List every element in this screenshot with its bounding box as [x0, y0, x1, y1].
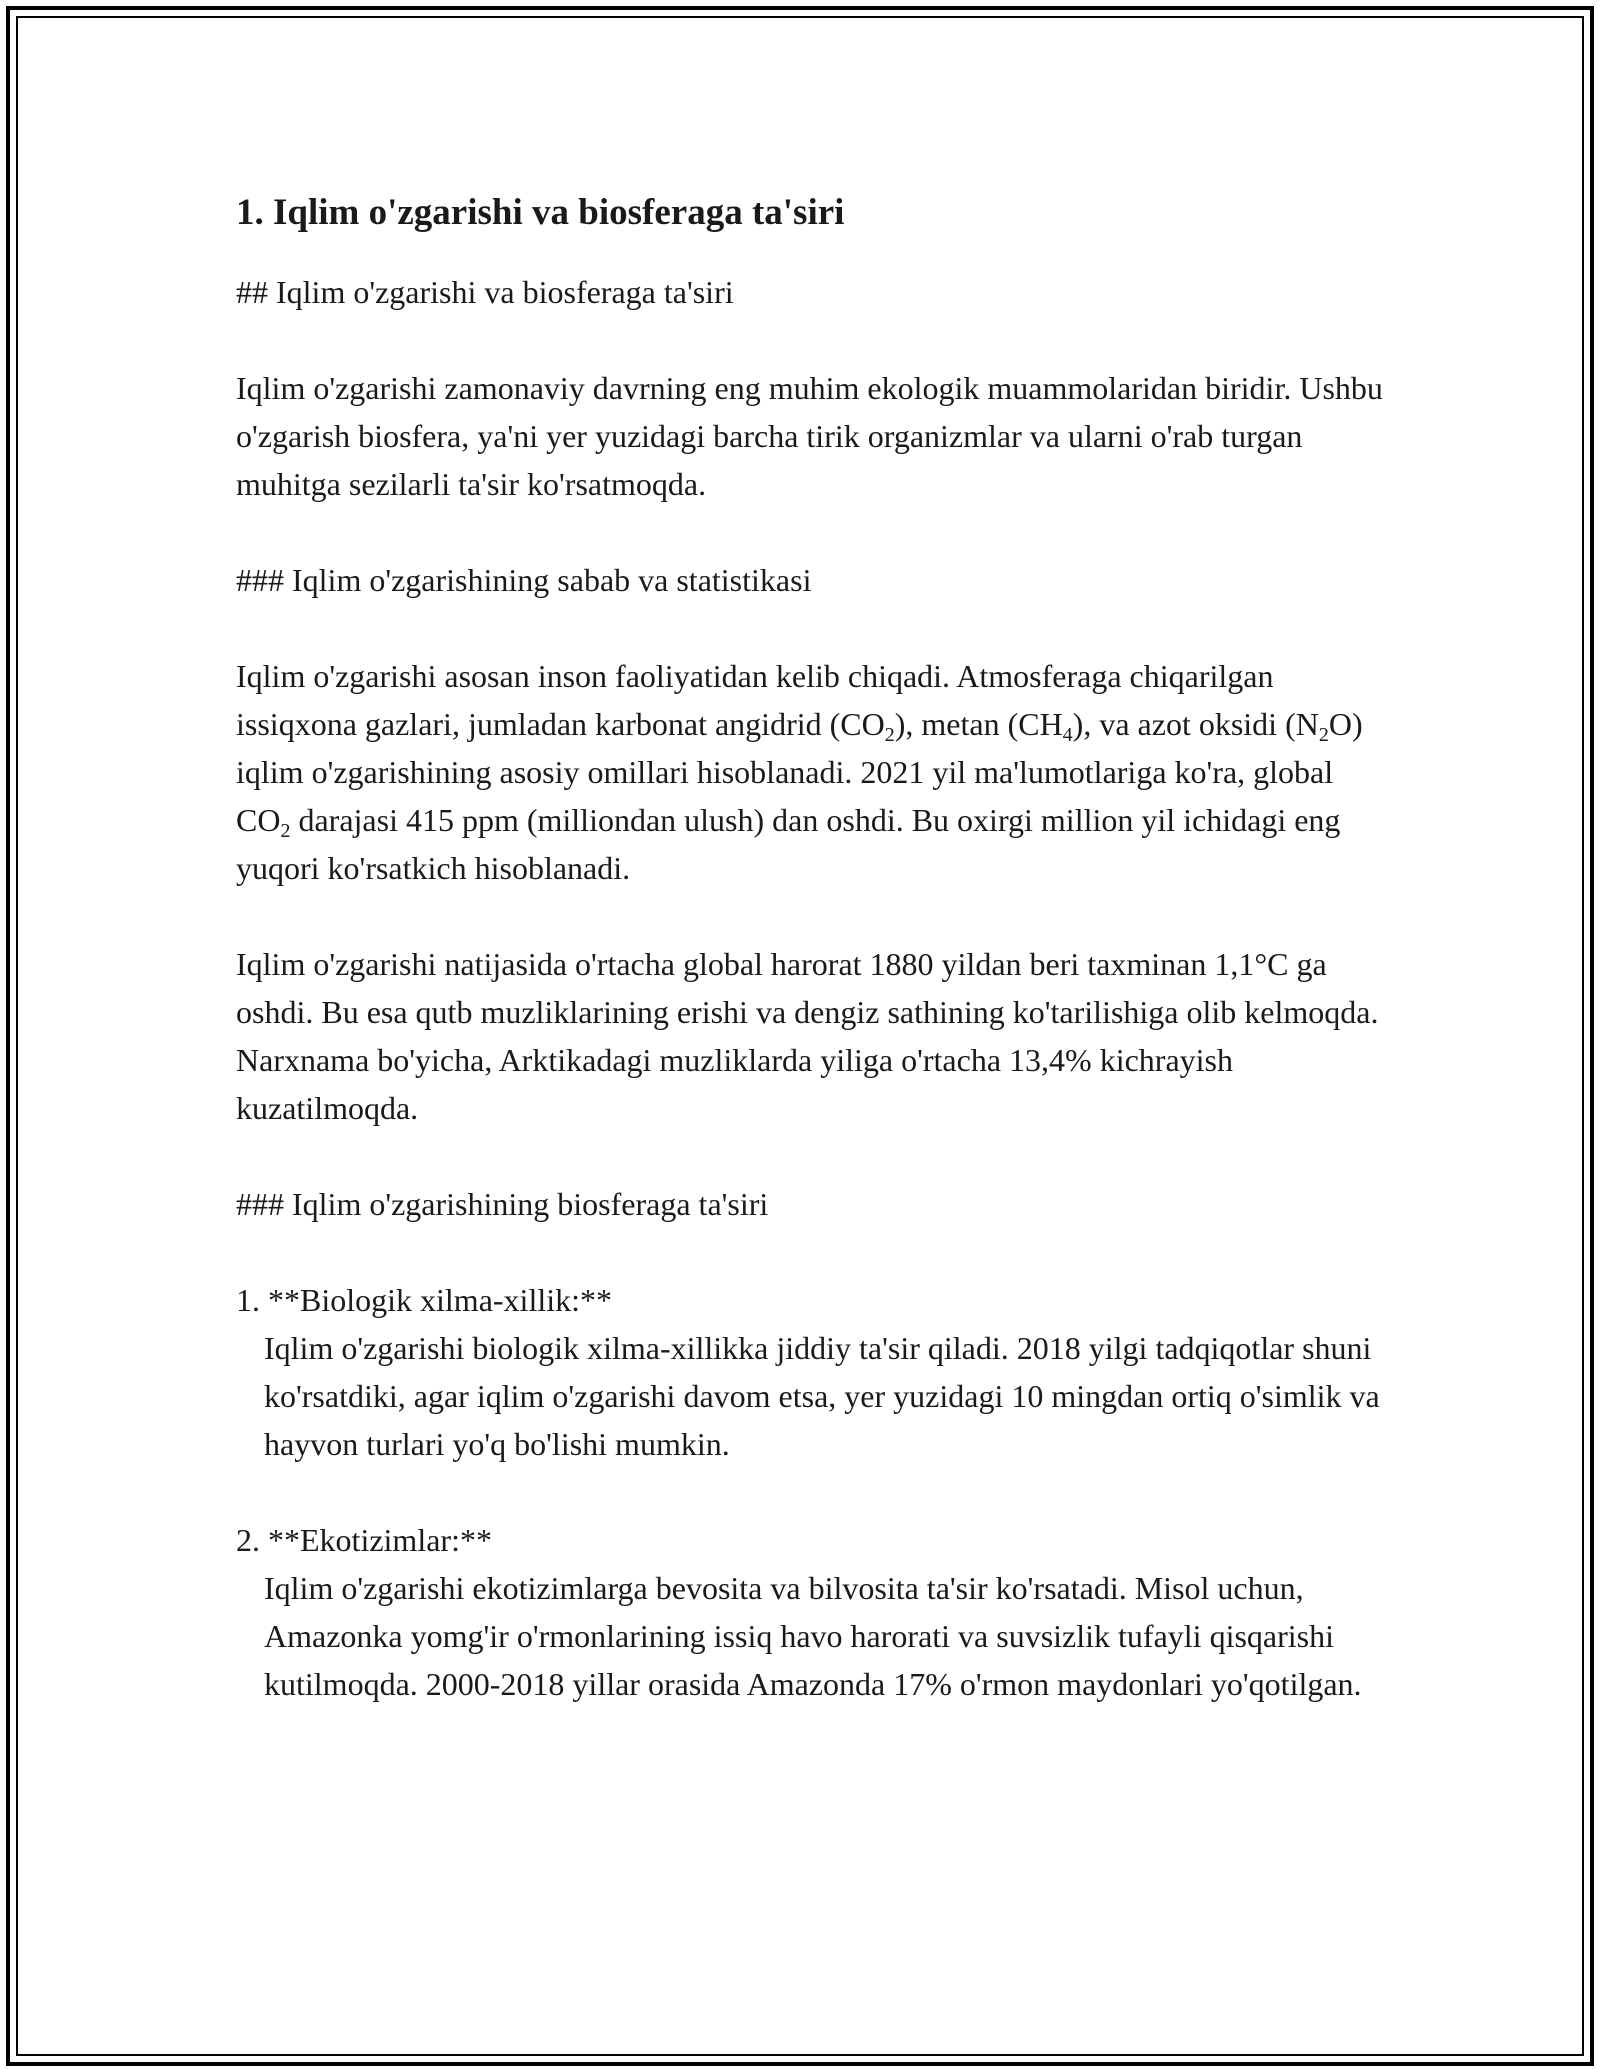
n2o-subscript: 2: [1318, 724, 1329, 746]
causes-text-1: Iqlim o'zgarishi asosan inson faoliyatidan kelib chiqadi. Atmosferaga chiqarilgan issiqxona gazlari, jumladan karbonat angidrid (CO: [236, 658, 1274, 742]
list-item-2-heading: 2. **Ekotizimlar:**: [236, 1522, 492, 1558]
co2-subscript-2: 2: [280, 820, 291, 842]
impact-heading: ### Iqlim o'zgarishining biosferaga ta'siri: [236, 1186, 769, 1222]
list-item-1-heading: 1. **Biologik xilma-xillik:**: [236, 1282, 612, 1318]
list-item-1-body: Iqlim o'zgarishi biologik xilma-xillikka jiddiy ta'sir qiladi. 2018 yilgi tadqiqotlar shuni ko'rsatdiki, agar iqlim o'zgarishi davom etsa, yer yuzidagi 10 mingdan ortiq o'simlik va hayvon turlari yo'q bo'lishi mumkin.: [264, 1330, 1380, 1462]
intro-paragraph: Iqlim o'zgarishi zamonaviy davrning eng muhim ekologik muammolaridan biridir. Ushbu o'zgarish biosfera, ya'ni yer yuzidagi barcha tirik organizmlar va ularni o'rab turgan muhitga sezilarli ta'sir ko'rsatmoqda.: [236, 370, 1383, 502]
document-body: [236, 186, 1386, 1708]
causes-text-2: ), metan (CH: [894, 706, 1063, 742]
causes-text-3: ), va azot oksidi (N: [1072, 706, 1319, 742]
causes-heading: ### Iqlim o'zgarishining sabab va statistikasi: [236, 562, 812, 598]
list-item-2-body: Iqlim o'zgarishi ekotizimlarga bevosita va bilvosita ta'sir ko'rsatadi. Misol uchun, Amazonka yomg'ir o'rmonlarining issiq havo harorati va suvsizlik tufayli qisqarishi kutilmoqda. 2000-2018 yillar orasida Amazonda 17% o'rmon maydonlari yo'qotilgan.: [264, 1570, 1362, 1702]
ch4-subscript: 4: [1062, 724, 1073, 746]
temperature-paragraph: Iqlim o'zgarishi natijasida o'rtacha global harorat 1880 yildan beri taxminan 1,1°C ga oshdi. Bu esa qutb muzliklarining erishi va dengiz sathining ko'tarilishiga olib kelmoqda. Narxnama bo'yicha, Arktikadagi muzliklarda yiliga o'rtacha 13,4% kichrayish kuzatilmoqda.: [236, 946, 1379, 1126]
section-heading-h2: ## Iqlim o'zgarishi va biosferaga ta'siri: [236, 274, 734, 310]
co2-subscript: 2: [884, 724, 895, 746]
causes-text-5: darajasi 415 ppm (milliondan ulush) dan oshdi. Bu oxirgi million yil ichidagi eng yuqori ko'rsatkich hisoblanadi.: [236, 802, 1341, 886]
causes-text-4: O) iqlim o'zgarishining asosiy omillari hisoblanadi. 2021 yil ma'lumotlariga ko'ra, global CO: [236, 706, 1363, 838]
causes-paragraph: [236, 652, 1386, 892]
document-title: 1. Iqlim o'zgarishi va biosferaga ta'siri: [236, 192, 845, 233]
